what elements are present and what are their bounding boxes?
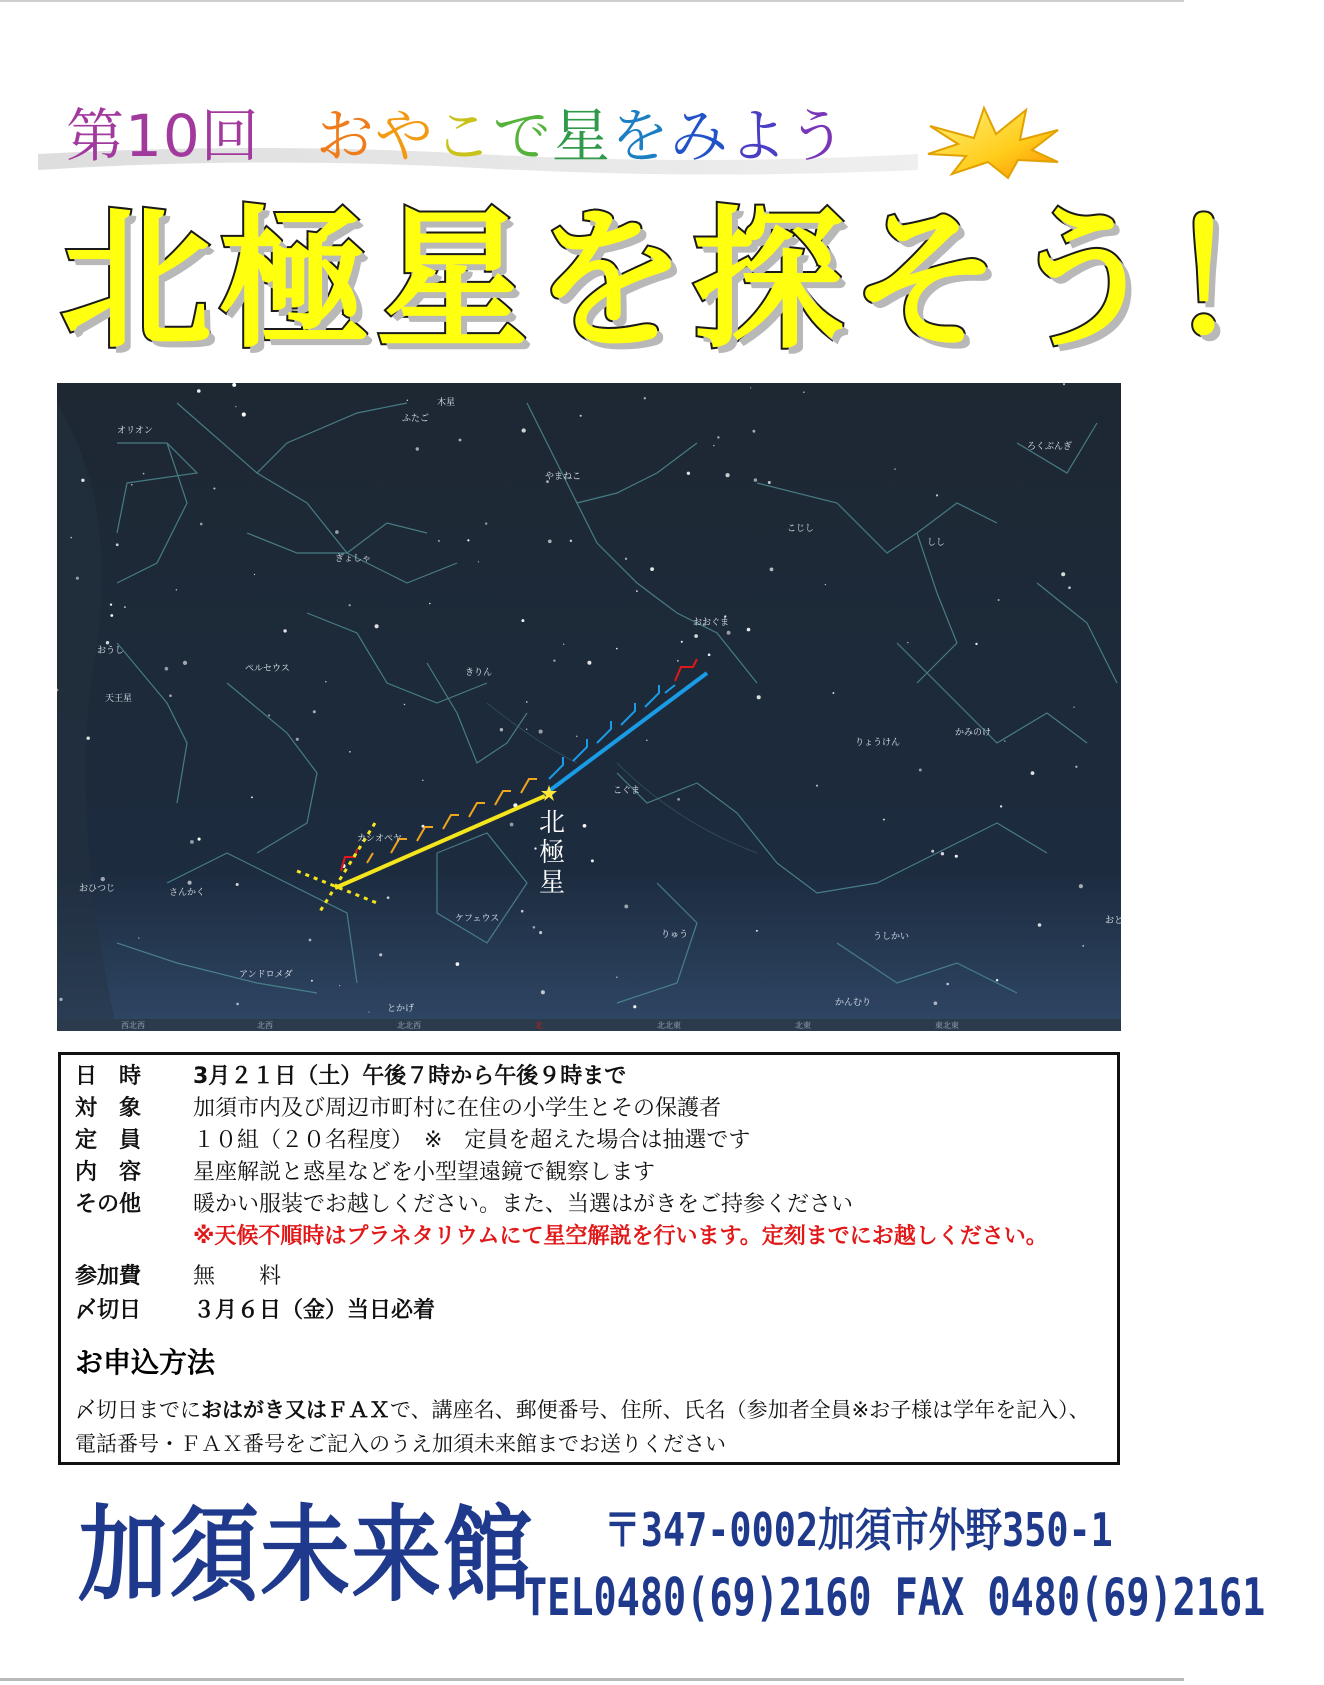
star: [931, 850, 934, 853]
constellation-label: おと: [1105, 916, 1124, 926]
subtitle-part: よ: [728, 102, 788, 170]
direction-label: 北北西: [397, 1021, 421, 1030]
star: [770, 568, 774, 572]
star: [753, 430, 756, 433]
star: [404, 704, 405, 705]
star: [591, 859, 594, 862]
constellation-label: ケフェウス: [455, 914, 500, 924]
star: [539, 730, 543, 734]
info-row-value: 加須市内及び周辺市町村に在住の小学生とその保護者: [193, 1096, 722, 1121]
top-border: [0, 0, 1184, 2]
star: [727, 631, 731, 635]
star-map: [57, 383, 1124, 1031]
star: [1061, 572, 1065, 576]
star: [368, 1011, 369, 1012]
info-row-label: 定 員: [75, 1128, 142, 1153]
info-row-label: 対 象: [75, 1096, 142, 1121]
apply-heading: お申込方法: [75, 1346, 216, 1379]
info-row-value: 無 料: [193, 1264, 282, 1289]
star: [1038, 923, 1042, 927]
star: [750, 387, 751, 388]
star: [339, 985, 340, 986]
star: [169, 694, 172, 697]
star: [335, 530, 339, 534]
star: [650, 567, 654, 571]
star: [553, 659, 555, 661]
info-row-label: 内 容: [75, 1160, 142, 1185]
constellation-label: 木星: [437, 398, 456, 408]
star: [165, 667, 169, 671]
star: [975, 643, 977, 645]
star: [101, 877, 105, 881]
star: [633, 1005, 636, 1008]
star: [309, 939, 312, 942]
venue-name: 加須未来館: [78, 1494, 534, 1616]
star: [283, 629, 286, 632]
star: [387, 896, 390, 899]
star: [1000, 805, 1002, 807]
star: [677, 660, 678, 661]
star: [1004, 740, 1005, 741]
constellation-label: 天王星: [105, 694, 133, 704]
star: [570, 540, 572, 542]
star: [646, 740, 648, 742]
constellation-label: ふたご: [402, 414, 430, 424]
direction-label: 東北東: [935, 1021, 959, 1030]
star: [717, 436, 720, 439]
star: [1068, 586, 1071, 589]
apply-line2: 電話番号・ＦＡＸ番号をご記入のうえ加須未来館までお送りください: [75, 1432, 726, 1456]
star: [747, 628, 751, 632]
star: [124, 606, 126, 608]
star: [176, 589, 178, 591]
star: [534, 847, 536, 849]
bottom-border: [0, 1678, 1184, 1681]
star: [907, 642, 908, 643]
polaris-label-2: 極: [539, 838, 566, 868]
info-row-value: ３月６日（金）当日必着: [193, 1298, 436, 1323]
apply-line1-bold: おはがき又はＦＡＸ: [201, 1398, 390, 1422]
info-row-label: 〆切日: [75, 1298, 142, 1323]
star: [188, 881, 192, 885]
star: [416, 447, 419, 450]
star: [832, 692, 834, 694]
star: [313, 710, 316, 713]
subtitle-part: こ: [433, 102, 493, 170]
polaris-label-3: 星: [539, 868, 566, 898]
star: [311, 980, 313, 982]
info-row: [75, 1093, 721, 1125]
star: [563, 644, 564, 645]
star: [583, 824, 587, 828]
apply-line1-post: で、講座名、郵便番号、住所、氏名（参加者全員※お子様は学年を記入）、: [390, 1398, 1090, 1422]
star: [375, 624, 379, 628]
star: [56, 689, 59, 692]
star: [76, 577, 79, 580]
info-row: [75, 1221, 1048, 1253]
constellation-label: さんかく: [169, 888, 206, 898]
star: [349, 604, 351, 606]
star: [934, 1001, 938, 1005]
star-burst-icon: [922, 104, 1062, 180]
info-row: [75, 1061, 626, 1093]
subtitle-part: み: [669, 102, 729, 170]
info-row-value: 星座解説と惑星などを小型望遠鏡で観察します: [193, 1160, 656, 1185]
star: [1031, 771, 1035, 775]
constellation-label: ぎょしゃ: [335, 554, 372, 564]
star: [616, 648, 618, 650]
star: [1082, 945, 1084, 947]
star: [407, 400, 408, 401]
star: [143, 473, 145, 475]
star: [500, 728, 503, 731]
direction-label: 北: [535, 1021, 543, 1030]
constellation-label: りょうけん: [855, 738, 901, 748]
constellation-label: しし: [927, 538, 946, 548]
star: [106, 641, 109, 644]
star: [803, 391, 805, 393]
star: [429, 603, 430, 604]
star: [459, 439, 462, 442]
subtitle-part: で: [492, 102, 552, 170]
star: [198, 838, 201, 841]
constellation-label: オリオン: [117, 426, 153, 436]
star: [548, 539, 552, 543]
direction-label: 北北東: [657, 1021, 681, 1030]
apply-instructions: [75, 1393, 1105, 1461]
star: [526, 729, 527, 730]
star: [681, 641, 683, 643]
star: [70, 537, 72, 539]
star: [254, 574, 255, 575]
star: [116, 543, 119, 546]
star: [236, 1003, 239, 1006]
constellation-label: アンドロメダ: [239, 970, 293, 980]
star: [644, 397, 646, 399]
info-row-label: 日 時: [75, 1064, 142, 1089]
star: [919, 769, 922, 772]
star: [242, 412, 246, 416]
star: [936, 494, 938, 496]
star: [616, 976, 617, 977]
constellation-label: カシオペヤ: [357, 834, 403, 844]
info-row: [75, 1189, 853, 1221]
star: [624, 904, 628, 908]
polaris-label-1: 北: [539, 808, 566, 838]
star: [235, 406, 236, 407]
star: [726, 473, 730, 477]
star: [541, 990, 545, 994]
star: [946, 983, 949, 986]
star: [190, 840, 194, 844]
star: [694, 634, 698, 638]
star: [138, 937, 139, 938]
star: [213, 487, 215, 489]
star: [485, 522, 487, 524]
star: [533, 926, 536, 929]
constellation-label: こじし: [787, 524, 815, 534]
star: [768, 481, 771, 484]
main-title: 北極星を探そう！: [60, 192, 1324, 369]
star: [825, 584, 826, 585]
star: [81, 479, 84, 482]
star: [1073, 706, 1074, 707]
constellation-label: かみのけ: [955, 728, 992, 738]
star: [251, 796, 253, 798]
star: [379, 953, 382, 956]
constellation-label: りゅう: [661, 930, 689, 940]
subtitle-part: 星: [551, 102, 611, 170]
star: [200, 523, 203, 526]
star: [232, 383, 236, 387]
event-info-box: [58, 1052, 1120, 1465]
info-row: [75, 1157, 655, 1189]
info-row: [75, 1261, 281, 1293]
star: [521, 619, 524, 622]
star: [816, 785, 818, 787]
direction-label: 北東: [795, 1021, 811, 1030]
star: [713, 445, 714, 446]
constellation-label: やまねこ: [545, 472, 582, 482]
star: [587, 661, 591, 665]
info-row: [75, 1295, 435, 1327]
constellation-label: とかげ: [387, 1004, 415, 1014]
info-row-label: その他: [75, 1192, 142, 1217]
star: [998, 599, 1000, 601]
star: [268, 714, 270, 716]
star: [86, 736, 89, 739]
star: [756, 930, 758, 932]
star: [1063, 383, 1065, 385]
star: [467, 539, 469, 541]
info-row-label: 参加費: [75, 1264, 142, 1289]
star: [1075, 766, 1077, 768]
star: [478, 561, 479, 562]
star: [110, 614, 113, 617]
star: [894, 468, 896, 470]
star: [422, 779, 424, 781]
constellation-label: こぐま: [613, 786, 641, 796]
star: [687, 472, 690, 475]
star: [996, 979, 998, 981]
info-row-value: 3月２１日（土）午後７時から午後９時まで: [193, 1064, 627, 1089]
constellation-label: おおぐま: [693, 618, 730, 628]
star: [955, 855, 958, 858]
star: [296, 738, 299, 741]
star: [131, 484, 133, 486]
star: [580, 415, 582, 417]
star: [522, 428, 526, 432]
subtitle-part: や: [374, 102, 434, 170]
constellation-label: うしかい: [873, 932, 910, 942]
apply-line1-pre: 〆切日までに: [75, 1398, 201, 1422]
venue-phone-fax: TEL0480(69)2160 FAX 0480(69)2161: [524, 1568, 1266, 1628]
constellation-label: おひつじ: [79, 884, 116, 894]
constellation-label: きりん: [465, 668, 493, 678]
star: [510, 823, 514, 827]
star: [539, 931, 542, 934]
star: [526, 701, 527, 702]
star: [754, 478, 757, 481]
constellation-label: ろくぶんぎ: [1027, 442, 1073, 452]
star: [325, 681, 327, 683]
direction-label: 北西: [257, 1021, 273, 1030]
star: [183, 661, 187, 665]
info-row-value: ※天候不順時はプラネタリウムにて星空解説を行います。定刻までにお越しください。: [193, 1224, 1048, 1249]
star: [59, 998, 62, 1001]
star: [236, 883, 239, 886]
star: [636, 590, 638, 592]
subtitle-part: を: [610, 102, 670, 170]
star: [883, 819, 885, 821]
star: [576, 736, 578, 738]
info-row: [75, 1125, 750, 1157]
star: [110, 603, 112, 605]
star: [438, 540, 440, 542]
event-subtitle: [66, 96, 847, 176]
star: [708, 653, 711, 656]
star: [1079, 884, 1083, 888]
star: [349, 751, 351, 753]
venue-address: 〒347-0002加須市外野350-1: [604, 1503, 1113, 1557]
star: [757, 695, 761, 699]
subtitle-part: う: [787, 102, 847, 170]
info-row-value: １０組（２０名程度） ※ 定員を超えた場合は抽選です: [193, 1128, 751, 1153]
subtitle-part: お: [315, 102, 375, 170]
subtitle-part: 第10回: [66, 102, 260, 170]
star: [941, 852, 944, 855]
star: [677, 798, 680, 801]
star: [521, 910, 524, 913]
star: [197, 389, 201, 393]
direction-label: 西北西: [121, 1021, 145, 1030]
star: [625, 558, 627, 560]
constellation-label: ペルセウス: [245, 664, 290, 674]
constellation-label: おうし: [97, 646, 125, 656]
star: [456, 962, 460, 966]
constellation-label: かんむり: [835, 998, 872, 1008]
info-row-value: 暖かい服装でお越しください。また、当選はがきをご持参ください: [193, 1192, 854, 1217]
